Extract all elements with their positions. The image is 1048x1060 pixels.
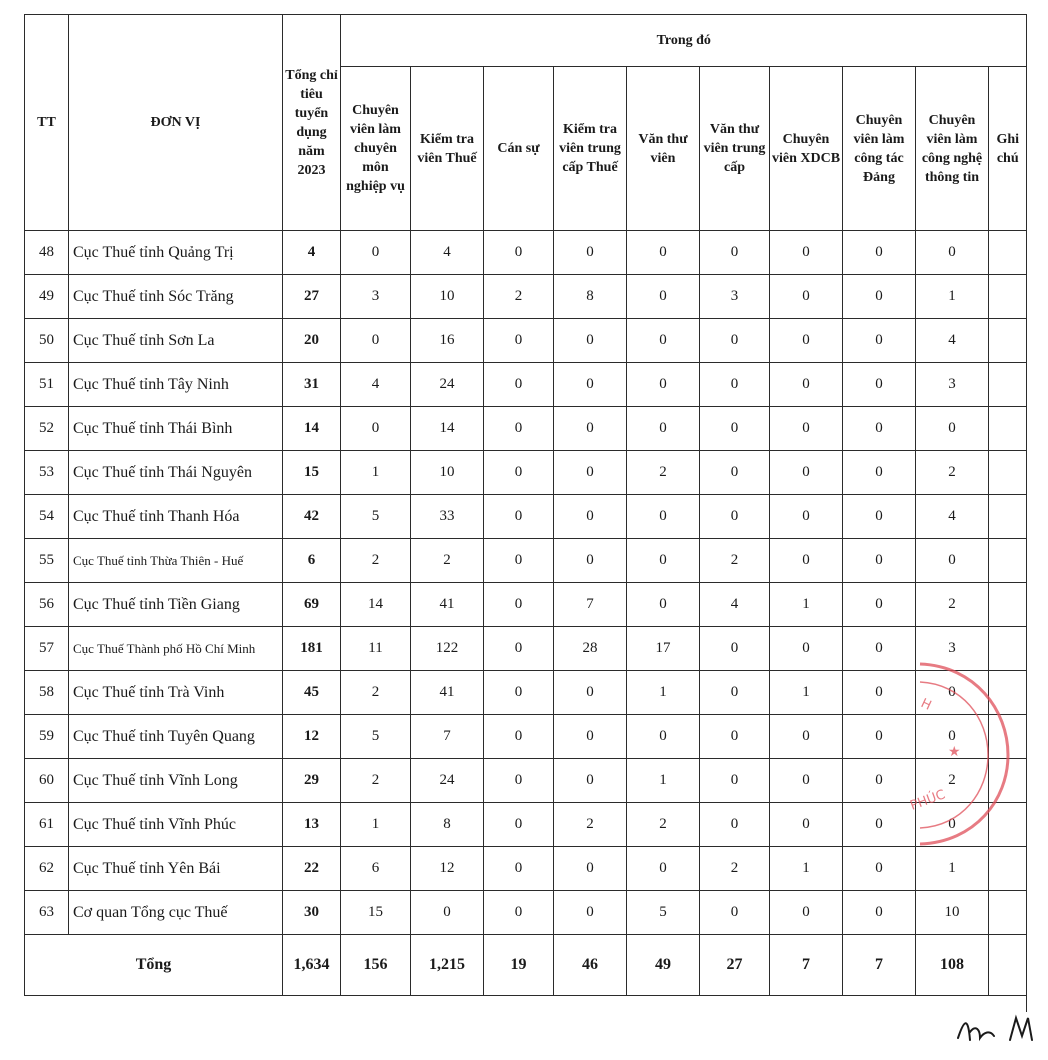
row-value: 0	[484, 451, 554, 495]
row-tt: 51	[25, 363, 69, 407]
row-value: 0	[484, 627, 554, 671]
row-note	[989, 715, 1027, 759]
row-value: 8	[411, 803, 484, 847]
summary-total: 1,634	[283, 935, 341, 996]
summary-note	[989, 935, 1027, 996]
row-value: 1	[916, 847, 989, 891]
row-value: 0	[770, 407, 843, 451]
row-note	[989, 275, 1027, 319]
row-value: 2	[700, 539, 770, 583]
row-value: 0	[916, 407, 989, 451]
header-col-intermediate-clerk: Văn thư viên trung cấp	[700, 67, 770, 231]
right-border-line	[1026, 14, 1027, 1012]
row-value: 1	[627, 671, 700, 715]
row-value: 0	[843, 891, 916, 935]
table-row	[25, 275, 1027, 319]
row-value: 0	[484, 803, 554, 847]
summary-value: 7	[843, 935, 916, 996]
row-value: 5	[341, 715, 411, 759]
row-value: 0	[843, 231, 916, 275]
row-value: 0	[700, 759, 770, 803]
row-value: 1	[770, 671, 843, 715]
row-value: 0	[627, 539, 700, 583]
row-total: 181	[283, 627, 341, 671]
row-unit: Cục Thuế tỉnh Quảng Trị	[69, 231, 283, 275]
table-row	[25, 231, 1027, 275]
row-unit: Cục Thuế tỉnh Tây Ninh	[69, 363, 283, 407]
row-value: 1	[341, 803, 411, 847]
row-value: 122	[411, 627, 484, 671]
row-value: 0	[554, 759, 627, 803]
row-value: 0	[554, 891, 627, 935]
row-value: 4	[411, 231, 484, 275]
row-value: 0	[554, 495, 627, 539]
row-value: 0	[554, 363, 627, 407]
row-value: 0	[843, 495, 916, 539]
header-col-note: Ghi chú	[989, 67, 1027, 231]
table-row	[25, 847, 1027, 891]
row-unit: Cục Thuế tỉnh Tiền Giang	[69, 583, 283, 627]
row-note	[989, 363, 1027, 407]
row-value: 0	[843, 715, 916, 759]
row-value: 0	[770, 451, 843, 495]
row-tt: 54	[25, 495, 69, 539]
row-value: 0	[341, 231, 411, 275]
summary-value: 19	[484, 935, 554, 996]
row-value: 0	[627, 715, 700, 759]
row-value: 2	[484, 275, 554, 319]
row-note	[989, 803, 1027, 847]
row-value: 0	[627, 275, 700, 319]
row-value: 7	[554, 583, 627, 627]
row-value: 4	[341, 363, 411, 407]
row-value: 0	[484, 891, 554, 935]
row-value: 0	[554, 231, 627, 275]
row-note	[989, 627, 1027, 671]
row-value: 0	[770, 803, 843, 847]
row-value: 3	[700, 275, 770, 319]
row-value: 4	[916, 319, 989, 363]
header-col-specialist: Chuyên viên làm chuyên môn nghiệp vụ	[341, 67, 411, 231]
row-note	[989, 451, 1027, 495]
row-total: 30	[283, 891, 341, 935]
row-unit: Cục Thuế tỉnh Sơn La	[69, 319, 283, 363]
row-total: 15	[283, 451, 341, 495]
header-col-intermediate-inspector: Kiểm tra viên trung cấp Thuế	[554, 67, 627, 231]
row-value: 0	[843, 451, 916, 495]
row-total: 4	[283, 231, 341, 275]
header-tt: TT	[25, 15, 69, 231]
row-value: 0	[843, 583, 916, 627]
row-value: 0	[700, 407, 770, 451]
row-value: 28	[554, 627, 627, 671]
header-col-clerk: Văn thư viên	[627, 67, 700, 231]
row-tt: 48	[25, 231, 69, 275]
header-of-which: Trong đó	[341, 15, 1027, 67]
row-unit: Cơ quan Tổng cục Thuế	[69, 891, 283, 935]
table-row	[25, 627, 1027, 671]
row-value: 2	[411, 539, 484, 583]
row-note	[989, 759, 1027, 803]
row-value: 6	[341, 847, 411, 891]
summary-value: 1,215	[411, 935, 484, 996]
row-value: 3	[916, 627, 989, 671]
table-body	[25, 231, 1027, 996]
svg-text:H: H	[918, 696, 934, 714]
header-unit: ĐƠN VỊ	[69, 15, 283, 231]
row-value: 0	[484, 319, 554, 363]
row-value: 2	[341, 671, 411, 715]
row-value: 41	[411, 583, 484, 627]
row-unit: Cục Thuế tỉnh Vĩnh Long	[69, 759, 283, 803]
svg-text:★: ★	[948, 744, 961, 760]
row-value: 0	[700, 671, 770, 715]
row-note	[989, 407, 1027, 451]
row-value: 0	[770, 231, 843, 275]
row-value: 0	[843, 803, 916, 847]
row-value: 1	[916, 275, 989, 319]
row-total: 29	[283, 759, 341, 803]
header-col-party-work: Chuyên viên làm công tác Đảng	[843, 67, 916, 231]
table-row	[25, 495, 1027, 539]
row-total: 12	[283, 715, 341, 759]
row-unit: Cục Thuế tỉnh Thái Nguyên	[69, 451, 283, 495]
row-value: 1	[770, 583, 843, 627]
row-total: 27	[283, 275, 341, 319]
row-value: 0	[411, 891, 484, 935]
row-value: 0	[700, 803, 770, 847]
row-value: 0	[700, 627, 770, 671]
row-value: 0	[554, 847, 627, 891]
table-row	[25, 803, 1027, 847]
row-value: 0	[484, 759, 554, 803]
row-value: 0	[916, 803, 989, 847]
row-value: 0	[627, 407, 700, 451]
row-value: 0	[770, 891, 843, 935]
row-value: 0	[700, 451, 770, 495]
row-value: 0	[770, 319, 843, 363]
row-value: 2	[341, 759, 411, 803]
row-value: 0	[554, 407, 627, 451]
row-value: 24	[411, 363, 484, 407]
row-note	[989, 495, 1027, 539]
row-value: 0	[341, 407, 411, 451]
row-value: 0	[627, 847, 700, 891]
row-note	[989, 891, 1027, 935]
row-value: 0	[843, 275, 916, 319]
row-note	[989, 231, 1027, 275]
row-value: 0	[770, 715, 843, 759]
row-unit: Cục Thuế tỉnh Sóc Trăng	[69, 275, 283, 319]
row-value: 0	[700, 231, 770, 275]
row-total: 69	[283, 583, 341, 627]
row-total: 42	[283, 495, 341, 539]
row-value: 0	[916, 539, 989, 583]
row-value: 5	[627, 891, 700, 935]
row-value: 0	[843, 319, 916, 363]
row-value: 2	[916, 583, 989, 627]
row-value: 0	[770, 275, 843, 319]
row-tt: 61	[25, 803, 69, 847]
row-total: 45	[283, 671, 341, 715]
row-value: 0	[627, 231, 700, 275]
row-note	[989, 671, 1027, 715]
row-value: 0	[627, 363, 700, 407]
table-row	[25, 319, 1027, 363]
row-value: 3	[916, 363, 989, 407]
header-total-target: Tổng chỉ tiêu tuyển dụng năm 2023	[283, 15, 341, 231]
row-tt: 57	[25, 627, 69, 671]
row-value: 0	[843, 539, 916, 583]
row-unit: Cục Thuế tỉnh Thừa Thiên - Huế	[69, 539, 283, 583]
row-value: 5	[341, 495, 411, 539]
row-value: 16	[411, 319, 484, 363]
summary-value: 156	[341, 935, 411, 996]
table-row	[25, 451, 1027, 495]
row-value: 0	[700, 363, 770, 407]
row-value: 1	[770, 847, 843, 891]
row-value: 0	[554, 671, 627, 715]
row-value: 2	[554, 803, 627, 847]
row-tt: 55	[25, 539, 69, 583]
row-value: 0	[916, 715, 989, 759]
row-value: 0	[554, 319, 627, 363]
row-value: 0	[484, 847, 554, 891]
row-value: 0	[554, 715, 627, 759]
header-col-it: Chuyên viên làm công nghệ thông tin	[916, 67, 989, 231]
row-value: 0	[554, 451, 627, 495]
row-unit: Cục Thuế tỉnh Trà Vinh	[69, 671, 283, 715]
row-note	[989, 583, 1027, 627]
row-value: 0	[843, 671, 916, 715]
row-value: 0	[700, 891, 770, 935]
table-row	[25, 407, 1027, 451]
table-row	[25, 759, 1027, 803]
row-value: 12	[411, 847, 484, 891]
row-value: 11	[341, 627, 411, 671]
row-value: 0	[770, 363, 843, 407]
row-value: 4	[700, 583, 770, 627]
summary-value: 27	[700, 935, 770, 996]
row-value: 0	[843, 627, 916, 671]
table-row	[25, 363, 1027, 407]
row-value: 3	[341, 275, 411, 319]
row-value: 0	[916, 231, 989, 275]
row-unit: Cục Thuế tỉnh Thanh Hóa	[69, 495, 283, 539]
row-note	[989, 319, 1027, 363]
row-value: 17	[627, 627, 700, 671]
row-tt: 60	[25, 759, 69, 803]
row-total: 22	[283, 847, 341, 891]
header-col-construction: Chuyên viên XDCB	[770, 67, 843, 231]
row-unit: Cục Thuế Thành phố Hồ Chí Minh	[69, 627, 283, 671]
summary-value: 108	[916, 935, 989, 996]
row-value: 15	[341, 891, 411, 935]
header-col-tax-inspector: Kiểm tra viên Thuế	[411, 67, 484, 231]
row-value: 10	[411, 451, 484, 495]
row-value: 10	[916, 891, 989, 935]
row-value: 41	[411, 671, 484, 715]
svg-text:PHÚC: PHÚC	[908, 787, 948, 814]
row-value: 7	[411, 715, 484, 759]
summary-value: 49	[627, 935, 700, 996]
row-value: 0	[700, 495, 770, 539]
summary-row	[25, 935, 1027, 996]
row-unit: Cục Thuế tỉnh Vĩnh Phúc	[69, 803, 283, 847]
row-value: 0	[843, 363, 916, 407]
row-value: 0	[700, 715, 770, 759]
summary-value: 46	[554, 935, 627, 996]
row-value: 0	[627, 319, 700, 363]
row-value: 0	[484, 363, 554, 407]
summary-value: 7	[770, 935, 843, 996]
row-unit: Cục Thuế tỉnh Yên Bái	[69, 847, 283, 891]
table-row	[25, 715, 1027, 759]
recruitment-table	[24, 14, 1027, 996]
row-value: 0	[770, 495, 843, 539]
row-value: 0	[843, 847, 916, 891]
row-total: 31	[283, 363, 341, 407]
row-total: 6	[283, 539, 341, 583]
row-value: 0	[484, 583, 554, 627]
row-tt: 58	[25, 671, 69, 715]
row-tt: 53	[25, 451, 69, 495]
row-total: 20	[283, 319, 341, 363]
row-value: 0	[627, 495, 700, 539]
row-value: 0	[770, 759, 843, 803]
row-value: 0	[484, 407, 554, 451]
row-tt: 50	[25, 319, 69, 363]
summary-label: Tổng	[25, 935, 283, 996]
row-value: 10	[411, 275, 484, 319]
row-tt: 59	[25, 715, 69, 759]
row-tt: 52	[25, 407, 69, 451]
row-value: 0	[484, 539, 554, 583]
row-tt: 63	[25, 891, 69, 935]
row-value: 0	[484, 231, 554, 275]
row-total: 14	[283, 407, 341, 451]
row-value: 0	[484, 671, 554, 715]
row-value: 0	[916, 671, 989, 715]
row-value: 4	[916, 495, 989, 539]
row-note	[989, 539, 1027, 583]
row-value: 0	[700, 319, 770, 363]
row-value: 24	[411, 759, 484, 803]
row-value: 2	[627, 803, 700, 847]
row-value: 2	[341, 539, 411, 583]
row-value: 0	[770, 539, 843, 583]
table-row	[25, 583, 1027, 627]
row-value: 2	[916, 451, 989, 495]
row-value: 14	[411, 407, 484, 451]
row-total: 13	[283, 803, 341, 847]
row-value: 1	[341, 451, 411, 495]
row-value: 8	[554, 275, 627, 319]
handwritten-signature	[950, 1010, 1040, 1050]
row-value: 2	[700, 847, 770, 891]
table-row	[25, 539, 1027, 583]
row-value: 0	[843, 407, 916, 451]
row-note	[989, 847, 1027, 891]
row-value: 0	[554, 539, 627, 583]
table-row	[25, 671, 1027, 715]
row-tt: 56	[25, 583, 69, 627]
row-unit: Cục Thuế tỉnh Thái Bình	[69, 407, 283, 451]
row-value: 0	[843, 759, 916, 803]
row-value: 14	[341, 583, 411, 627]
row-value: 0	[484, 495, 554, 539]
row-value: 0	[484, 715, 554, 759]
row-value: 0	[341, 319, 411, 363]
row-value: 33	[411, 495, 484, 539]
row-value: 1	[627, 759, 700, 803]
table-row	[25, 891, 1027, 935]
header-col-staff: Cán sự	[484, 67, 554, 231]
row-value: 0	[627, 583, 700, 627]
row-value: 2	[916, 759, 989, 803]
row-value: 2	[627, 451, 700, 495]
row-unit: Cục Thuế tỉnh Tuyên Quang	[69, 715, 283, 759]
row-value: 0	[770, 627, 843, 671]
row-tt: 49	[25, 275, 69, 319]
row-tt: 62	[25, 847, 69, 891]
